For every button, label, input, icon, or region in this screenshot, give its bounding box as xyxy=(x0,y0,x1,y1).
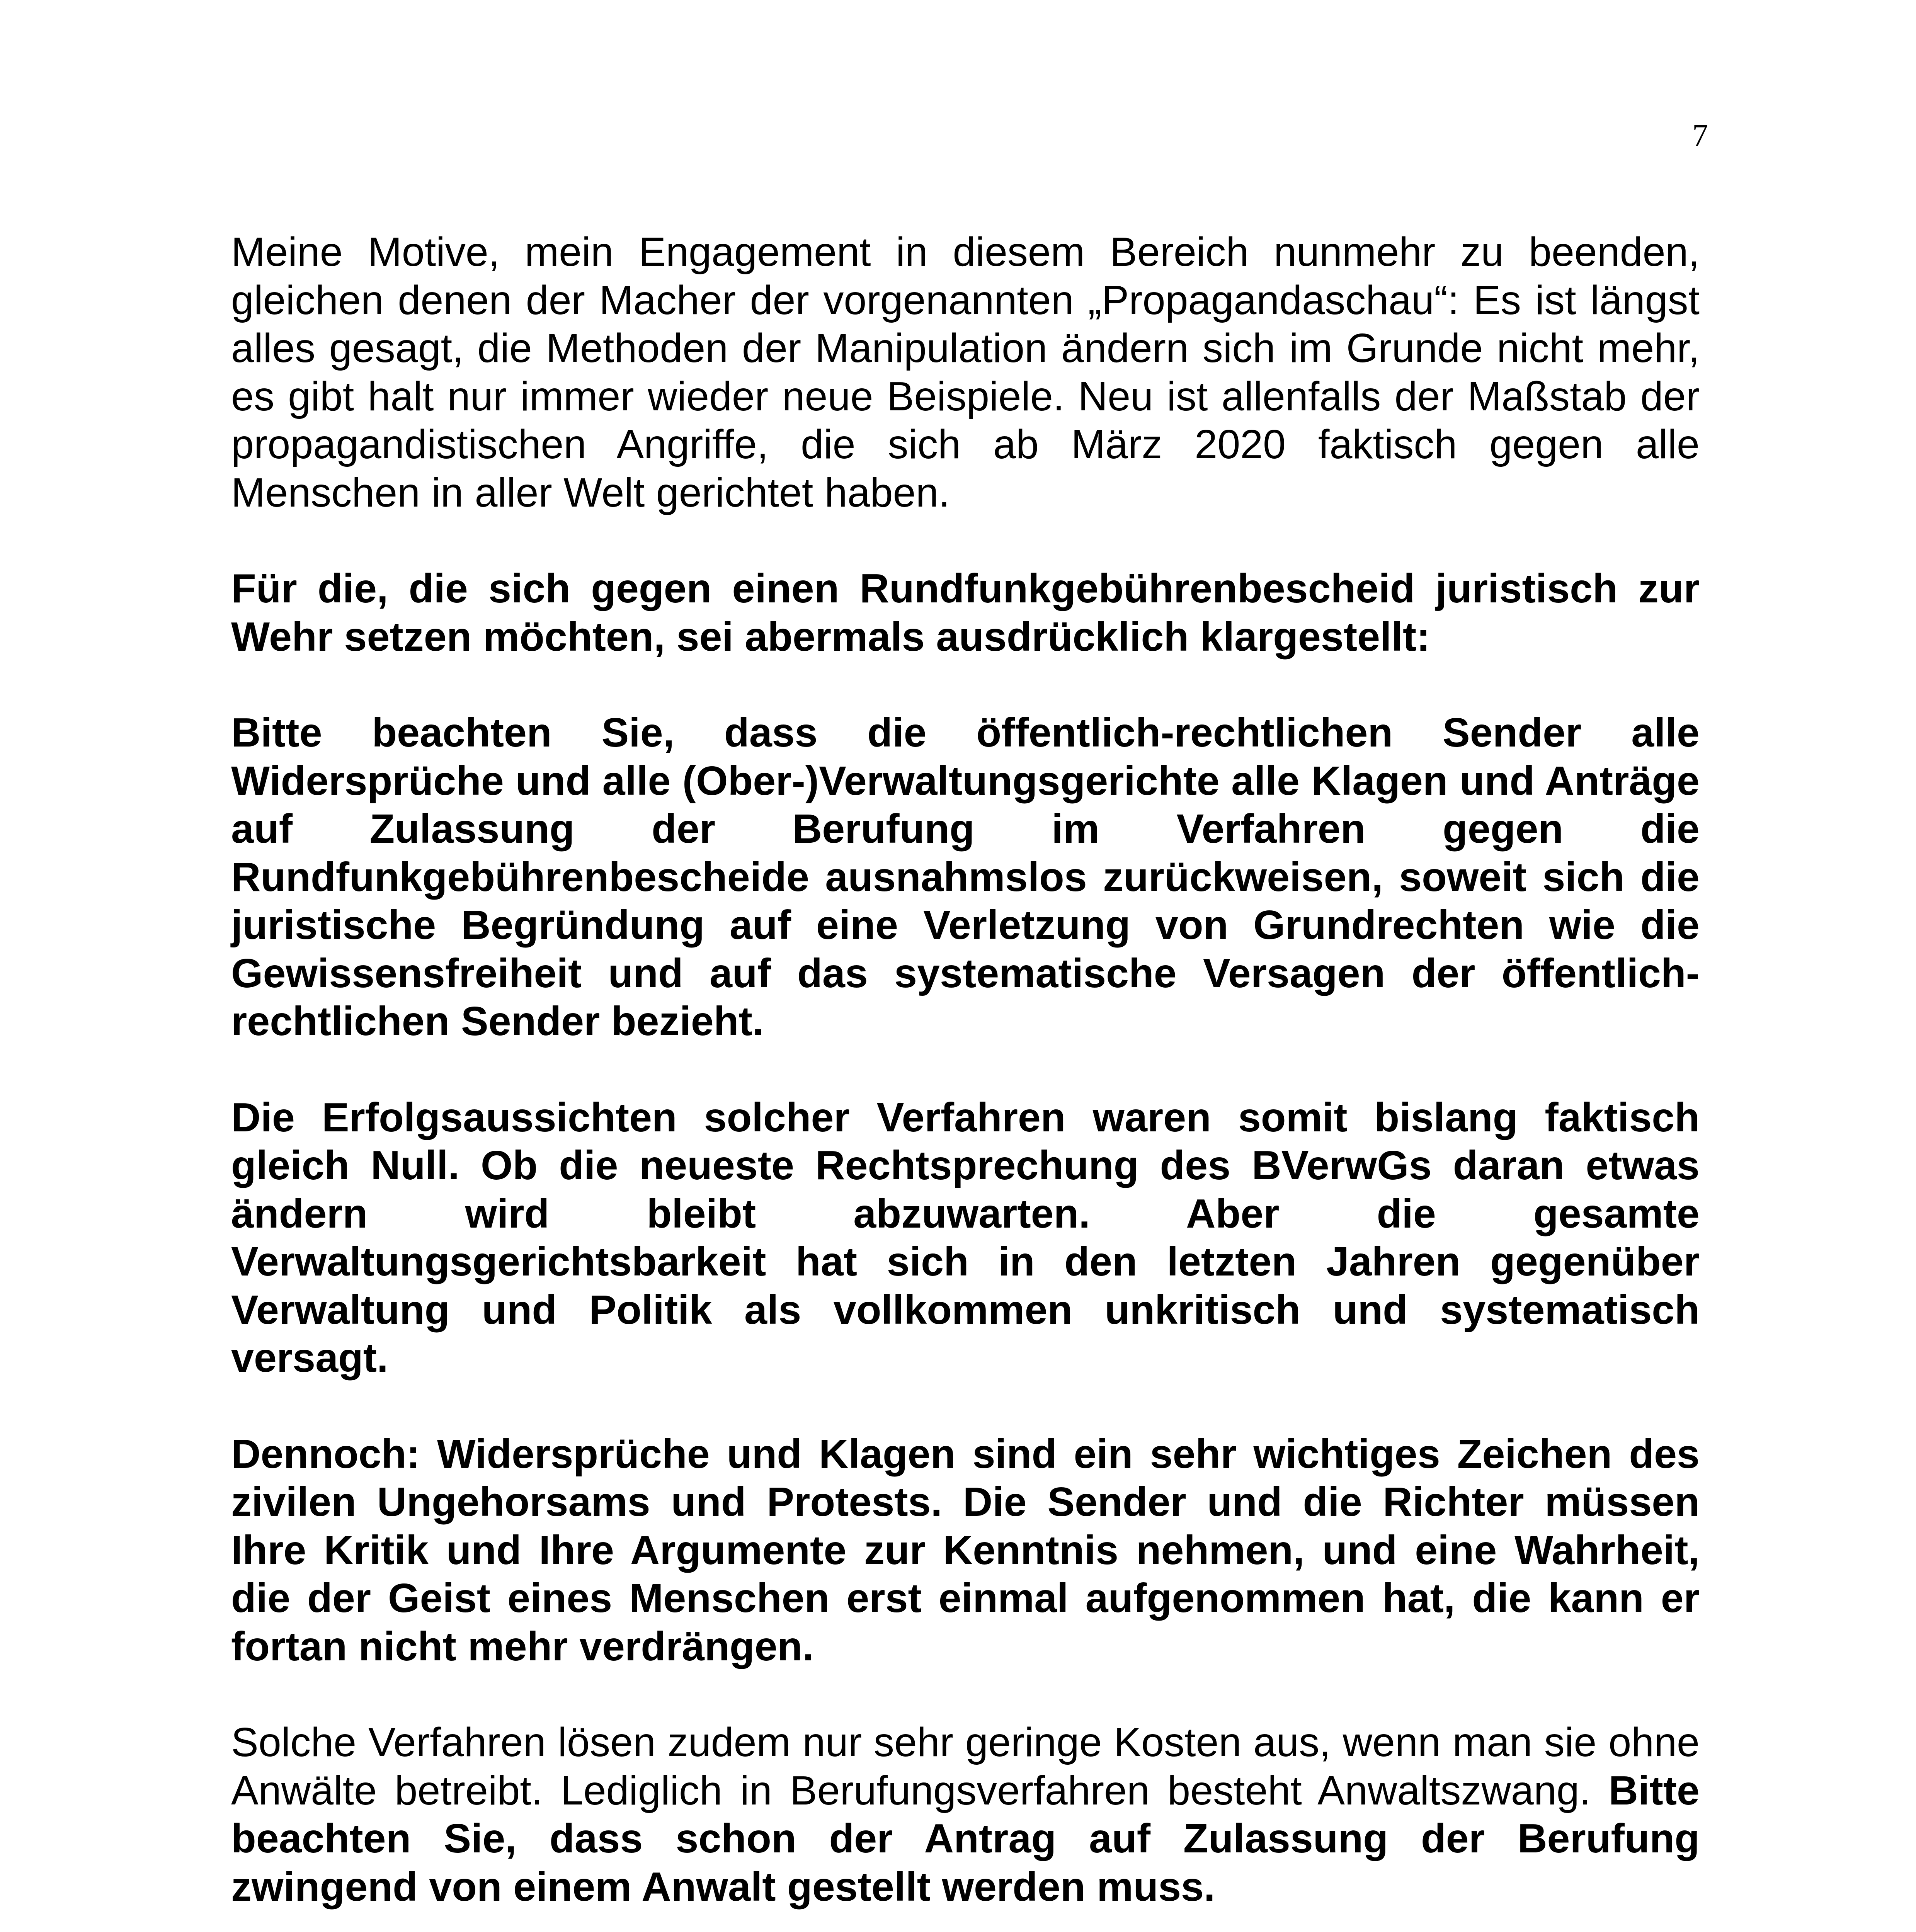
paragraph-motives: Meine Motive, mein Engagement in diesem Bereich nunmehr zu beenden, gleichen denen der Macher der vorgenannten „Propagandaschau“: Es ist längst alles gesagt, die Methoden der Manipulation ändern sich im Grunde nicht mehr, es gibt halt nur immer wieder neue Beispiele. Neu ist allenfalls der Maßstab der propagandistischen Angriffe, die sich ab März 2020 faktisch gegen alle Menschen in aller Welt gerichtet haben. xyxy=(231,229,1700,515)
paragraph-civil-disobedience: Dennoch: Widersprüche und Klagen sind ein sehr wichtiges Zeichen des zivilen Ungehorsams und Protests. Die Sender und die Richter müssen Ihre Kritik und Ihre Argumente zur Kenntnis nehmen, und eine Wahrheit, die der Geist eines Menschen erst einmal aufgenommen hat, die kann er fortan nicht mehr verdrängen. xyxy=(231,1431,1700,1669)
paragraph-rejection-notice: Bitte beachten Sie, dass die öffentlich-rechtlichen Sender alle Widersprüche und alle (Ober-)Verwaltungsgerichte alle Klagen und Anträge auf Zulassung der Berufung im Verfahren gegen die Rundfunkgebührenbescheide ausnahmslos zurückweisen, soweit sich die juristische Begründung auf eine Verletzung von Grundrechten wie die Gewissensfreiheit und auf das systematische Versagen der öffentlich-rechtlichen Sender bezieht. xyxy=(231,710,1700,1044)
page-number: 7 xyxy=(1692,117,1708,153)
paragraph-clarification-intro: Für die, die sich gegen einen Rundfunkgebührenbescheid juristisch zur Wehr setzen möchten, sei abermals ausdrücklich klargestellt: xyxy=(231,566,1700,660)
costs-lawyer-notice: Bitte beachten Sie, dass schon der Antrag auf Zulassung der Berufung zwingend von einem Anwalt gestellt werden muss. xyxy=(231,1767,1700,1910)
costs-text: Solche Verfahren lösen zudem nur sehr geringe Kosten aus, wenn man sie ohne Anwälte betreibt. Lediglich in Berufungsverfahren besteht Anwaltszwang. xyxy=(231,1719,1700,1813)
document-body xyxy=(231,228,1700,1932)
paragraph-costs xyxy=(231,1718,1700,1911)
paragraph-success-chances: Die Erfolgsaussichten solcher Verfahren waren somit bislang faktisch gleich Null. Ob die neueste Rechtsprechung des BVerwGs daran etwas ändern wird bleibt abzuwarten. Aber die gesamte Verwaltungsgerichtsbarkeit hat sich in den letzten Jahren gegenüber Verwaltung und Politik als vollkommen unkritisch und systematisch versagt. xyxy=(231,1094,1700,1381)
